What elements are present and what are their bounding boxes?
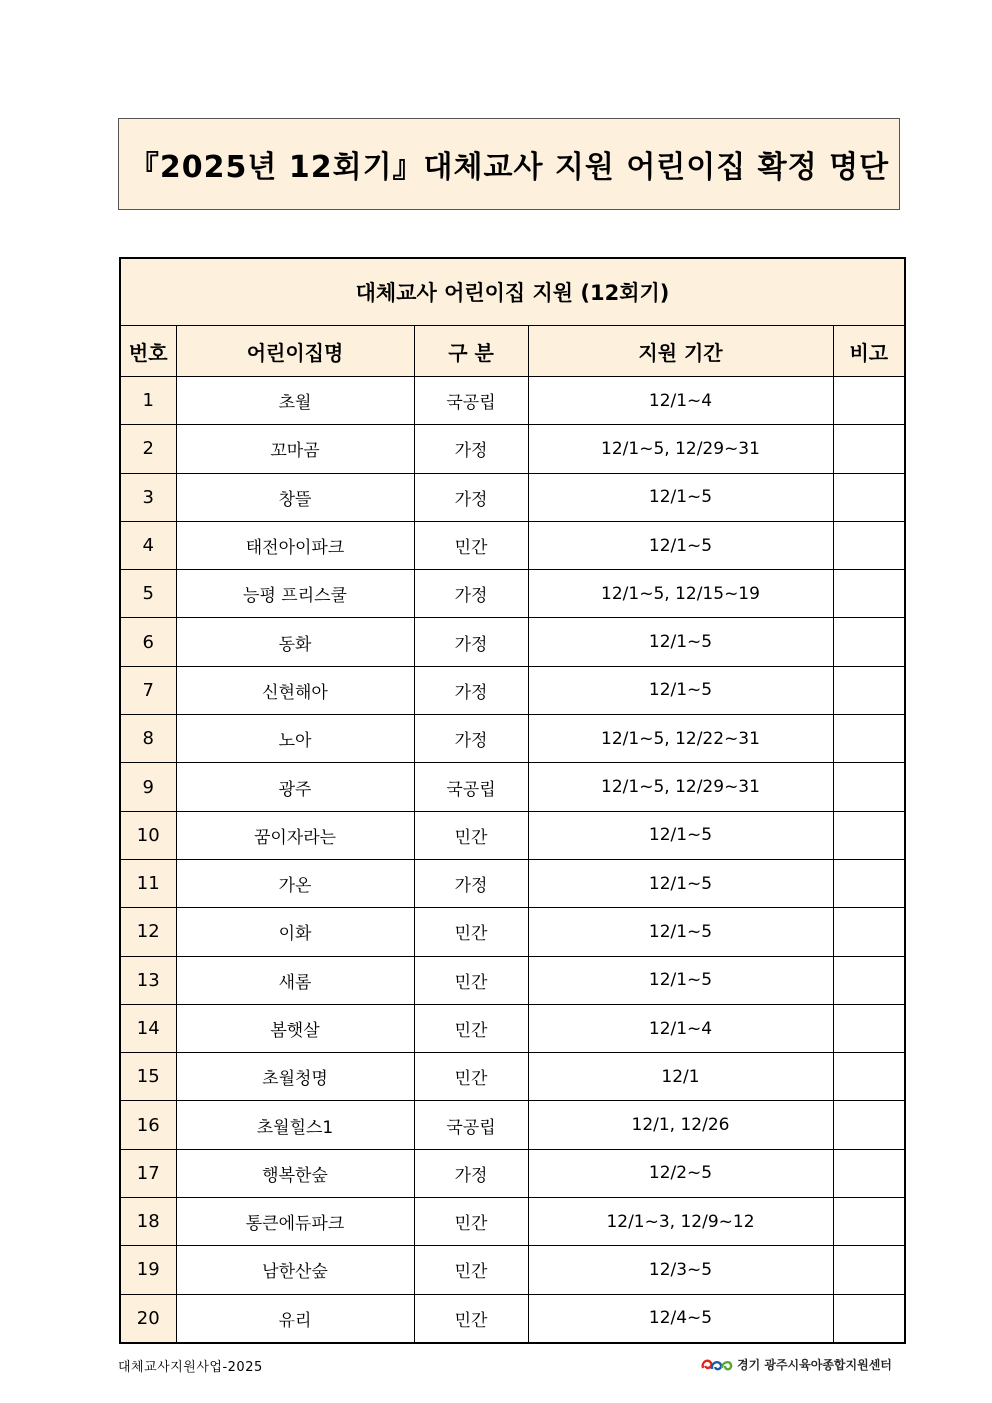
row-period: 12/4~5 bbox=[528, 1294, 833, 1343]
row-number: 14 bbox=[120, 1004, 176, 1052]
row-number: 13 bbox=[120, 956, 176, 1004]
row-center-name: 광주 bbox=[176, 763, 414, 811]
table-row bbox=[120, 811, 905, 859]
row-type: 가정 bbox=[414, 618, 528, 666]
row-period: 12/1~5 bbox=[528, 956, 833, 1004]
row-note bbox=[833, 715, 905, 763]
row-type: 국공립 bbox=[414, 1101, 528, 1149]
table-row bbox=[120, 1101, 905, 1149]
row-number: 1 bbox=[120, 377, 176, 425]
footer-organization bbox=[700, 1354, 892, 1374]
row-number: 6 bbox=[120, 618, 176, 666]
row-note bbox=[833, 473, 905, 521]
row-period: 12/1~4 bbox=[528, 1004, 833, 1052]
row-type: 가정 bbox=[414, 666, 528, 714]
row-type: 국공립 bbox=[414, 377, 528, 425]
row-note bbox=[833, 521, 905, 569]
row-note bbox=[833, 377, 905, 425]
table-row bbox=[120, 1294, 905, 1343]
row-period: 12/1~5 bbox=[528, 473, 833, 521]
table-row bbox=[120, 859, 905, 907]
row-type: 민간 bbox=[414, 1294, 528, 1343]
header-type: 구 분 bbox=[414, 326, 528, 377]
row-number: 12 bbox=[120, 908, 176, 956]
row-type: 가정 bbox=[414, 473, 528, 521]
row-type: 민간 bbox=[414, 1004, 528, 1052]
table-row bbox=[120, 1149, 905, 1197]
row-number: 2 bbox=[120, 425, 176, 473]
footer-organization-name: 경기 광주시육아종합지원센터 bbox=[737, 1357, 892, 1372]
row-note bbox=[833, 666, 905, 714]
table-row bbox=[120, 908, 905, 956]
row-center-name: 유리 bbox=[176, 1294, 414, 1343]
row-number: 10 bbox=[120, 811, 176, 859]
row-period: 12/1, 12/26 bbox=[528, 1101, 833, 1149]
row-center-name: 초월 bbox=[176, 377, 414, 425]
row-type: 민간 bbox=[414, 956, 528, 1004]
row-center-name: 창뜰 bbox=[176, 473, 414, 521]
row-center-name: 동화 bbox=[176, 618, 414, 666]
row-number: 19 bbox=[120, 1246, 176, 1294]
header-number: 번호 bbox=[120, 326, 176, 377]
row-period: 12/1~5, 12/22~31 bbox=[528, 715, 833, 763]
row-type: 국공립 bbox=[414, 763, 528, 811]
row-note bbox=[833, 1149, 905, 1197]
document-title: 『2025년 12회기』대체교사 지원 어린이집 확정 명단 bbox=[118, 118, 900, 210]
row-center-name: 이화 bbox=[176, 908, 414, 956]
row-type: 가정 bbox=[414, 1149, 528, 1197]
row-note bbox=[833, 425, 905, 473]
row-center-name: 태전아이파크 bbox=[176, 521, 414, 569]
row-note bbox=[833, 956, 905, 1004]
row-center-name: 행복한숲 bbox=[176, 1149, 414, 1197]
row-note bbox=[833, 570, 905, 618]
row-period: 12/1 bbox=[528, 1053, 833, 1101]
table-row bbox=[120, 377, 905, 425]
row-period: 12/1~5 bbox=[528, 521, 833, 569]
row-center-name: 남한산숲 bbox=[176, 1246, 414, 1294]
row-center-name: 초월청명 bbox=[176, 1053, 414, 1101]
row-number: 15 bbox=[120, 1053, 176, 1101]
row-center-name: 새롬 bbox=[176, 956, 414, 1004]
row-center-name: 신현해아 bbox=[176, 666, 414, 714]
row-number: 16 bbox=[120, 1101, 176, 1149]
row-note bbox=[833, 1004, 905, 1052]
row-period: 12/2~5 bbox=[528, 1149, 833, 1197]
row-note bbox=[833, 1053, 905, 1101]
row-center-name: 꼬마곰 bbox=[176, 425, 414, 473]
row-number: 11 bbox=[120, 859, 176, 907]
row-number: 4 bbox=[120, 521, 176, 569]
row-center-name: 초월힐스1 bbox=[176, 1101, 414, 1149]
row-note bbox=[833, 859, 905, 907]
row-center-name: 능평 프리스쿨 bbox=[176, 570, 414, 618]
row-period: 12/1~3, 12/9~12 bbox=[528, 1198, 833, 1246]
row-type: 가정 bbox=[414, 859, 528, 907]
row-period: 12/1~5, 12/29~31 bbox=[528, 763, 833, 811]
table-row bbox=[120, 956, 905, 1004]
row-period: 12/1~5 bbox=[528, 811, 833, 859]
row-type: 민간 bbox=[414, 1246, 528, 1294]
table-row bbox=[120, 666, 905, 714]
table-row bbox=[120, 763, 905, 811]
table-row bbox=[120, 1198, 905, 1246]
row-note bbox=[833, 618, 905, 666]
header-center-name: 어린이집명 bbox=[176, 326, 414, 377]
row-type: 가정 bbox=[414, 570, 528, 618]
row-center-name: 꿈이자라는 bbox=[176, 811, 414, 859]
table-row bbox=[120, 425, 905, 473]
table-row bbox=[120, 715, 905, 763]
row-center-name: 가온 bbox=[176, 859, 414, 907]
table-row bbox=[120, 1004, 905, 1052]
table-row bbox=[120, 618, 905, 666]
row-number: 9 bbox=[120, 763, 176, 811]
row-type: 민간 bbox=[414, 811, 528, 859]
row-center-name: 통큰에듀파크 bbox=[176, 1198, 414, 1246]
row-number: 18 bbox=[120, 1198, 176, 1246]
row-type: 민간 bbox=[414, 521, 528, 569]
table-row bbox=[120, 521, 905, 569]
center-logo-icon bbox=[700, 1354, 734, 1374]
table-title: 대체교사 어린이집 지원 (12회기) bbox=[120, 258, 905, 326]
row-type: 가정 bbox=[414, 425, 528, 473]
table-row bbox=[120, 473, 905, 521]
roster-table bbox=[119, 257, 906, 1344]
table-row bbox=[120, 570, 905, 618]
row-period: 12/1~5 bbox=[528, 666, 833, 714]
row-note bbox=[833, 1101, 905, 1149]
table-header-row bbox=[120, 326, 905, 377]
row-center-name: 봄햇살 bbox=[176, 1004, 414, 1052]
row-number: 20 bbox=[120, 1294, 176, 1343]
row-period: 12/1~4 bbox=[528, 377, 833, 425]
row-number: 8 bbox=[120, 715, 176, 763]
row-number: 5 bbox=[120, 570, 176, 618]
row-note bbox=[833, 811, 905, 859]
table-row bbox=[120, 1246, 905, 1294]
row-number: 17 bbox=[120, 1149, 176, 1197]
footer-program-label: 대체교사지원사업-2025 bbox=[118, 1360, 263, 1375]
header-note: 비고 bbox=[833, 326, 905, 377]
row-type: 가정 bbox=[414, 715, 528, 763]
row-note bbox=[833, 1198, 905, 1246]
row-note bbox=[833, 1246, 905, 1294]
row-note bbox=[833, 1294, 905, 1343]
row-period: 12/1~5 bbox=[528, 859, 833, 907]
row-period: 12/1~5 bbox=[528, 618, 833, 666]
table-row bbox=[120, 1053, 905, 1101]
row-type: 민간 bbox=[414, 908, 528, 956]
row-period: 12/1~5, 12/29~31 bbox=[528, 425, 833, 473]
row-type: 민간 bbox=[414, 1198, 528, 1246]
row-period: 12/1~5, 12/15~19 bbox=[528, 570, 833, 618]
row-period: 12/3~5 bbox=[528, 1246, 833, 1294]
row-note bbox=[833, 763, 905, 811]
row-center-name: 노아 bbox=[176, 715, 414, 763]
row-number: 3 bbox=[120, 473, 176, 521]
header-period: 지원 기간 bbox=[528, 326, 833, 377]
row-note bbox=[833, 908, 905, 956]
row-type: 민간 bbox=[414, 1053, 528, 1101]
row-number: 7 bbox=[120, 666, 176, 714]
row-period: 12/1~5 bbox=[528, 908, 833, 956]
